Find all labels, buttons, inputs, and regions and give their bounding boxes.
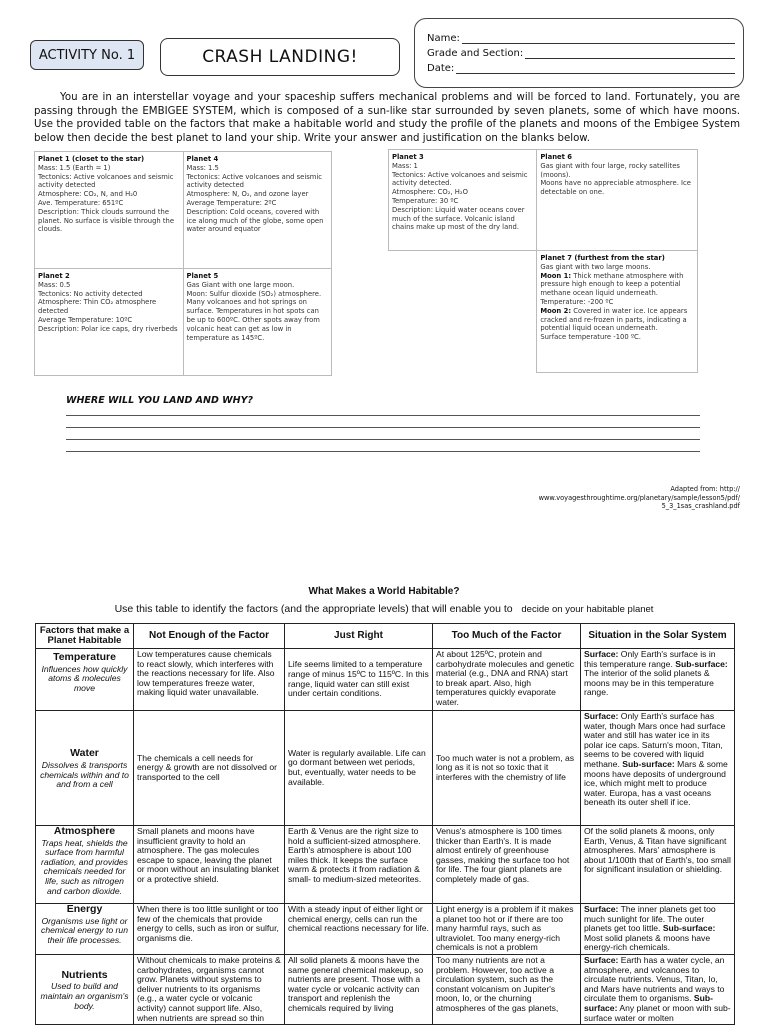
planet-detail-line: Moons have no appreciable atmosphere. Ice detectable on one. bbox=[540, 179, 691, 197]
col-header-solar-system: Situation in the Solar System bbox=[581, 624, 735, 649]
not-enough-cell: Small planets and moons have insufficient gravity to hold an atmosphere. The gas molecules escape to space, leaving the planet or moon without an insulating blanket or a protective shield. bbox=[134, 826, 285, 904]
subsurface-label: Sub-surface: bbox=[622, 758, 675, 769]
planet-table-right bbox=[388, 149, 698, 373]
table-row bbox=[36, 954, 735, 1024]
factor-name: Temperature bbox=[53, 651, 116, 663]
planet-detail-line: Ave. Temperature: 651ºC bbox=[38, 198, 124, 207]
answer-line[interactable] bbox=[66, 427, 700, 428]
subsurface-label: Sub-surface: bbox=[584, 993, 713, 1013]
solar-system-cell bbox=[581, 649, 735, 711]
surface-label: Surface: bbox=[584, 904, 619, 914]
col-header-just-right: Just Right bbox=[285, 624, 433, 649]
habitable-subtitle bbox=[0, 603, 768, 615]
activity-label: ACTIVITY No. 1 bbox=[30, 40, 144, 70]
date-label: Date: bbox=[427, 63, 455, 74]
planet-detail-line: Tectonics: Active volcanoes and seismic activity detected bbox=[38, 172, 174, 190]
factor-desc: Dissolves & transports chemicals within and to and from a cell bbox=[40, 759, 129, 790]
habitability-table bbox=[35, 623, 735, 1025]
planet-detail-line: Temperature: 30 ºC bbox=[392, 196, 459, 205]
answer-line[interactable] bbox=[66, 451, 700, 452]
planet-detail-line: Moon: Sulfur dioxide (SO₂) atmosphere. Many volcanoes and hot springs on surface. Temperatures in hot spots can be up to 600ºC. Other spots away from volcanic heat can get as low in temperature as 145ºC. bbox=[186, 289, 322, 342]
planet-7-surface: Surface temperature -100 ºC. bbox=[540, 333, 641, 342]
just-right-cell: Earth & Venus are the right size to hold a sufficient-sized atmosphere. Earth's atmosphere is about 100 miles thick. It keeps the surface warm & protects it from radiation & small- to medium-sized meteorites. bbox=[285, 826, 433, 904]
factor-name: Nutrients bbox=[61, 968, 108, 981]
not-enough-cell: Low temperatures cause chemicals to react slowly, which interferes with the reactions necessary for life. Also low temperatures freeze water, making liquid water unavailable. bbox=[134, 649, 285, 711]
col-header-not-enough: Not Enough of the Factor bbox=[134, 624, 285, 649]
planet-detail-line: Gas Giant with one large moon. bbox=[186, 280, 295, 289]
planet-detail-line: Mass: 1.5 (Earth = 1) bbox=[38, 163, 111, 172]
planet-detail-line: Gas giant with two large moons. bbox=[540, 262, 651, 271]
planet-2-title: Planet 2 bbox=[38, 272, 70, 280]
planet-detail-line: Description: Polar ice caps, dry riverbeds bbox=[38, 324, 178, 333]
planet-6-title: Planet 6 bbox=[540, 153, 573, 161]
planet-detail-line: Gas giant with four large, rocky satellites (moons). bbox=[540, 161, 680, 179]
planet-5-title: Planet 5 bbox=[186, 272, 219, 280]
planet-detail-line: Tectonics: No activity detected bbox=[38, 289, 143, 298]
planet-detail-line: Description: Cold oceans, covered with ice along much of the globe, some open water around equator bbox=[186, 207, 324, 234]
grade-label: Grade and Section: bbox=[427, 48, 524, 59]
factor-desc: Influences how quickly atoms & molecules move bbox=[41, 663, 128, 693]
solar-system-cell bbox=[581, 711, 735, 826]
citation-file: 5_3_1sas_crashland.pdf bbox=[661, 502, 740, 510]
citation-url[interactable]: www.voyagesthroughtime.org/planetary/sample/lesson5/pdf/ bbox=[538, 493, 740, 502]
student-info-box bbox=[414, 18, 744, 88]
planet-detail-line: Atmosphere: CO₂, N, and H₂0 bbox=[38, 190, 138, 199]
citation-line: Adapted from: http:// bbox=[670, 485, 740, 493]
name-field[interactable] bbox=[427, 33, 735, 44]
source-citation bbox=[539, 485, 740, 511]
intro-paragraph: You are in an interstellar voyage and your spaceship suffers mechanical problems and will be forced to land. Fortunately, you are passing through the EMBIGEE SYSTEM, which is composed of a sun-like star surrounded by seven planets, some of which have moons. Use the provided table on the factors that make a habitable world and study the profile of the planets and moons of the Embigee System below then decide the best planet to land your ship. Write your answer and justification on the blanks below. bbox=[34, 92, 740, 144]
moon-2-label: Moon 2: bbox=[540, 306, 572, 315]
planet-detail-line: Description: Liquid water oceans cover much of the surface. Volcanic island chains make up most of the dry land. bbox=[392, 205, 525, 232]
table-row bbox=[36, 904, 735, 955]
planet-detail-line: Description: Thick clouds surround the planet. No surface is visible through the clouds. bbox=[38, 207, 175, 234]
factor-desc: Organisms use light or chemical energy to run their life processes. bbox=[41, 915, 128, 945]
table-row bbox=[36, 826, 735, 904]
too-much-cell: Venus's atmosphere is 100 times thicker than Earth's. It is made almost entirely of greenhouse gasses, making the surface too hot for life. The four giant planets are completely made of gas. bbox=[433, 826, 581, 904]
subsurface-text: Most solid planets & moons have energy-rich chemicals. bbox=[584, 932, 711, 953]
surface-text: Only Earth's surface is in this temperature range. bbox=[584, 649, 716, 669]
surface-label: Surface: bbox=[584, 954, 619, 965]
table-row bbox=[36, 649, 735, 711]
col-header-too-much: Too Much of the Factor bbox=[433, 624, 581, 649]
planet-detail-line: Average Temperature: 10ºC bbox=[38, 315, 133, 324]
subtitle-main: Use this table to identify the factors (and the appropriate levels) that will enable you to bbox=[114, 603, 513, 615]
factor-desc: Used to build and maintain an organism's body. bbox=[40, 981, 129, 1011]
subtitle-tail: decide on your habitable planet bbox=[521, 604, 654, 615]
planet-5-cell bbox=[183, 269, 332, 376]
page-title: CRASH LANDING! bbox=[160, 38, 400, 76]
planet-6-cell bbox=[537, 150, 698, 251]
planet-detail-line: Atmosphere: Thin CO₂ atmosphere bbox=[38, 298, 157, 307]
planet-7-cell bbox=[537, 251, 698, 373]
factor-name: Water bbox=[70, 747, 99, 760]
surface-label: Surface: bbox=[584, 649, 619, 659]
just-right-cell: All solid planets & moons have the same general chemical makeup, so nutrients are present. Those with a water cycle or volcanic activity can transport and replenish the chemicals required by living bbox=[285, 954, 433, 1024]
subsurface-text: Any planet or moon with sub-surface water or molten bbox=[584, 1002, 731, 1023]
planet-7-title: Planet 7 (furthest from the star) bbox=[540, 254, 665, 262]
date-field[interactable] bbox=[427, 63, 735, 74]
too-much-cell: Light energy is a problem if it makes a planet too hot or if there are too many harmful rays, such as ultraviolet. Too many energy-rich chemicals is not a problem bbox=[433, 904, 581, 955]
factor-desc: Traps heat, shields the surface from harmful radiation, and provides chemicals needed for life, such as nitrogen and carbon dioxide. bbox=[41, 837, 128, 896]
planet-detail-line: Atmosphere: N, O₂, and ozone layer bbox=[186, 190, 309, 199]
planet-4-title: Planet 4 bbox=[186, 155, 219, 163]
planet-detail-line: Tectonics: Active volcanoes and seismic activity detected. bbox=[392, 170, 528, 188]
planet-1-title: Planet 1 (closet to the star) bbox=[38, 155, 145, 163]
solar-system-cell bbox=[581, 954, 735, 1024]
surface-text: Only Earth's surface has water, though Mars once had surface water and still has water ice in its polar ice caps. Saturn's moon, Titan, seems to be covered with liquid methane. bbox=[584, 711, 726, 769]
surface-text: Earth has a water cycle, an atmosphere, and volcanoes to circulate nutrients. Venus, Titan, Io, and Mars have nutrients and ways to circulate them to organisms. bbox=[584, 954, 725, 1004]
subsurface-text: The interior of the solid planets & moons may be in this temperature range. bbox=[584, 668, 714, 698]
name-label: Name: bbox=[427, 33, 460, 44]
question-heading: WHERE WILL YOU LAND AND WHY? bbox=[66, 395, 253, 406]
planet-4-cell bbox=[183, 152, 332, 269]
surface-label: Surface: bbox=[584, 711, 619, 721]
planet-table-left bbox=[34, 151, 332, 376]
planet-detail-line: Mass: 1.5 bbox=[186, 163, 219, 172]
solar-system-cell bbox=[581, 904, 735, 955]
answer-line[interactable] bbox=[66, 439, 700, 440]
grade-section-field[interactable] bbox=[427, 48, 735, 59]
planet-detail-line: detected bbox=[38, 307, 69, 316]
planet-detail-line: Mass: 1 bbox=[392, 161, 418, 170]
planet-detail-line: Atmosphere: CO₂, H₂O bbox=[392, 188, 468, 197]
just-right-cell: Water is regularly available. Life can go dormant between wet periods, but, eventually, water needs to be available. bbox=[285, 711, 433, 826]
table-row bbox=[36, 711, 735, 826]
moon-2-desc: Covered in water ice. Ice appears cracked and re-frozen in parts, indicating a potential liquid ocean underneath. bbox=[540, 306, 688, 333]
just-right-cell: With a steady input of either light or chemical energy, cells can run the chemical reactions necessary for life. bbox=[285, 904, 433, 955]
factor-name: Atmosphere bbox=[53, 825, 116, 837]
subsurface-label: Sub-surface: bbox=[662, 923, 716, 934]
surface-text: The inner planets get too much sunlight for life. The outer planets get too little. bbox=[584, 904, 716, 934]
not-enough-cell: When there is too little sunlight or too few of the chemicals that provide energy to cells, such as iron or sulfur, organisms die. bbox=[134, 904, 285, 955]
habitable-title: What Makes a World Habitable? bbox=[308, 586, 460, 597]
not-enough-cell: Without chemicals to make proteins & carbohydrates, organisms cannot grow. Planets without systems to deliver nutrients to its organisms (e.g., a water cycle or volcanic activity) cannot support life. Also, when nutrients are spread so thin bbox=[134, 954, 285, 1024]
too-much-cell: At about 125ºC, protein and carbohydrate molecules and genetic material (e.g., DNA and RNA) start to break apart. Also, high temperatures quickly evaporate water. bbox=[433, 649, 581, 711]
planet-3-cell bbox=[389, 150, 537, 251]
too-much-cell: Too many nutrients are not a problem. However, too active a circulation system, such as the constant volcanism on Jupiter's moon, Io, or the churning atmospheres of the gas planets, bbox=[433, 954, 581, 1024]
answer-line[interactable] bbox=[66, 415, 700, 416]
planet-detail-line: Average Temperature: 2ºC bbox=[186, 198, 277, 207]
col-header-factor: Factors that make a Planet Habitable bbox=[36, 624, 134, 649]
planet-1-cell bbox=[35, 152, 184, 269]
subsurface-label: Sub-surface: bbox=[675, 658, 728, 669]
planet-detail-line: Mass: 0.5 bbox=[38, 280, 71, 289]
solar-system-cell: Of the solid planets & moons, only Earth, Venus, & Titan have significant atmospheres. Mars' atmosphere is about 1/100th that of Earth's, too small for significant insulation or shielding. bbox=[581, 826, 735, 904]
moon-1-desc: Thick methane atmosphere with pressure high enough to keep a potential methane ocean liquid underneath. Temperature: -200 ºC bbox=[540, 271, 684, 306]
too-much-cell: Too much water is not a problem, as long as it is not so toxic that it interferes with the chemistry of life bbox=[433, 711, 581, 826]
moon-1-label: Moon 1: bbox=[540, 271, 572, 280]
just-right-cell: Life seems limited to a temperature range of minus 15ºC to 115ºC. In this range, liquid water can still exist under certain conditions. bbox=[285, 649, 433, 711]
planet-detail-line: Tectonics: Active volcanoes and seismic activity detected bbox=[186, 172, 323, 190]
planet-3-title: Planet 3 bbox=[392, 153, 424, 161]
subsurface-text: Mars & some moons have deposits of underground ice, which might melt to produce water. Europa, has a vast oceans beneath its outer shell if ice. bbox=[584, 758, 728, 808]
not-enough-cell: The chemicals a cell needs for energy & growth are not dissolved or transported to the cell bbox=[134, 711, 285, 826]
factor-name: Energy bbox=[66, 903, 103, 915]
planet-2-cell bbox=[35, 269, 184, 376]
